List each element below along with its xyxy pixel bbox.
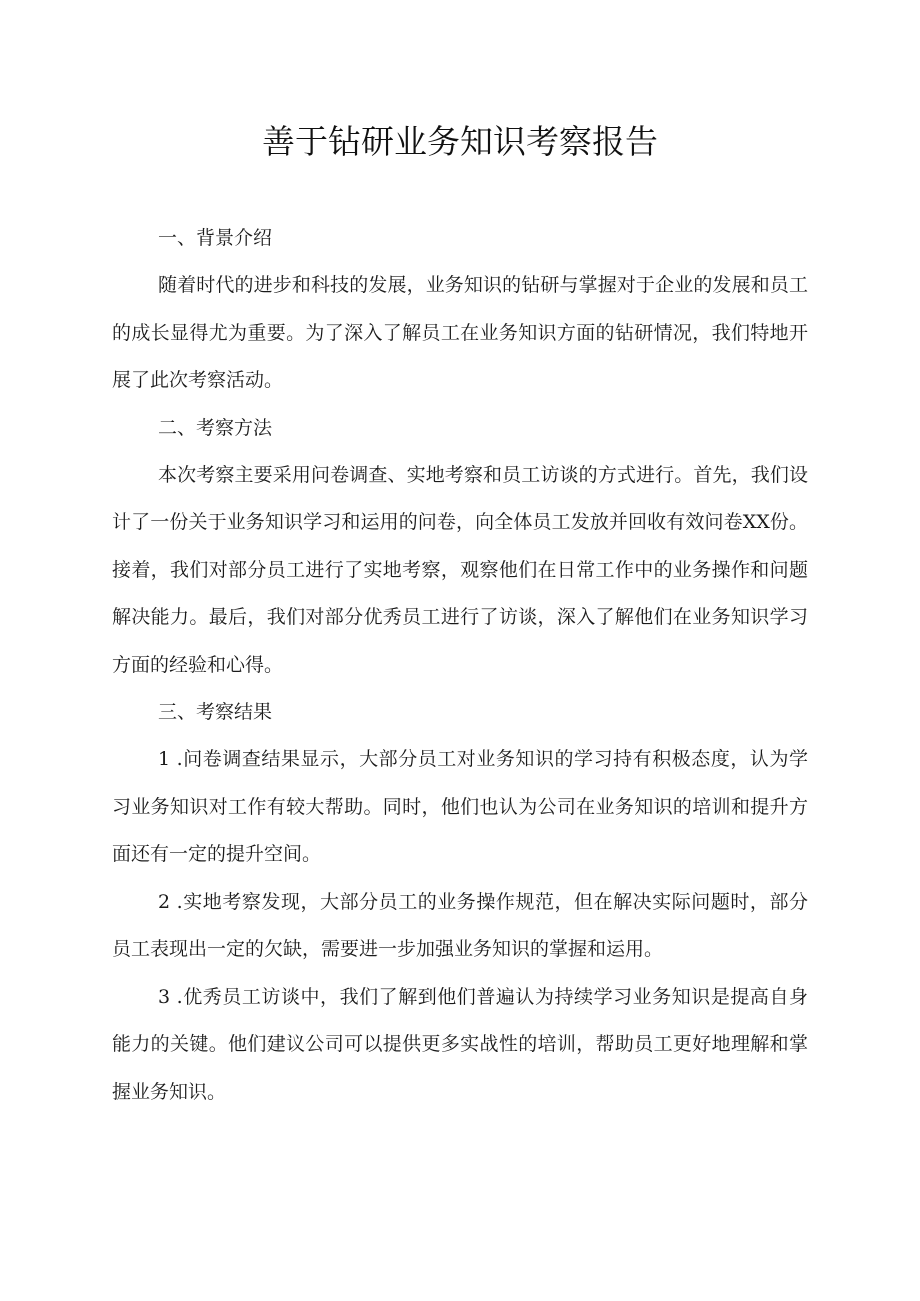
section-paragraph-background: 随着时代的进步和科技的发展，业务知识的钻研与掌握对于企业的发展和员工的成长显得尤为重要。为了深入了解员工在业务知识方面的钻研情况，我们特地开展了此次考察活动。 bbox=[112, 274, 808, 391]
section-heading-background: 一、背景介绍 bbox=[158, 227, 273, 249]
result-item-2: 2 .实地考察发现，大部分员工的业务操作规范，但在解决实际问题时，部分员工表现出一定的欠缺，需要进一步加强业务知识的掌握和运用。 bbox=[112, 890, 808, 960]
document-body bbox=[112, 215, 808, 1116]
section-heading-results: 三、考察结果 bbox=[158, 701, 273, 723]
section-heading-method: 二、考察方法 bbox=[158, 416, 273, 439]
section-paragraph-method: 本次考察主要采用问卷调查、实地考察和员工访谈的方式进行。首先，我们设计了一份关于业务知识学习和运用的问卷，向全体员工发放并回收有效问卷XX份。接着，我们对部分员工进行了实地考察，观察他们在日常工作中的业务操作和问题解决能力。最后，我们对部分优秀员工进行了访谈，深入了解他们在业务知识学习方面的经验和心得。 bbox=[112, 463, 808, 676]
result-item-3: 3 .优秀员工访谈中，我们了解到他们普遍认为持续学习业务知识是提高自身能力的关键。他们建议公司可以提供更多实战性的培训，帮助员工更好地理解和掌握业务知识。 bbox=[112, 985, 808, 1103]
result-item-1: 1 .问卷调查结果显示，大部分员工对业务知识的学习持有积极态度，认为学习业务知识对工作有较大帮助。同时，他们也认为公司在业务知识的培训和提升方面还有一定的提升空间。 bbox=[112, 748, 808, 865]
document-title: 善于钻研业务知识考察报告 bbox=[262, 122, 658, 161]
